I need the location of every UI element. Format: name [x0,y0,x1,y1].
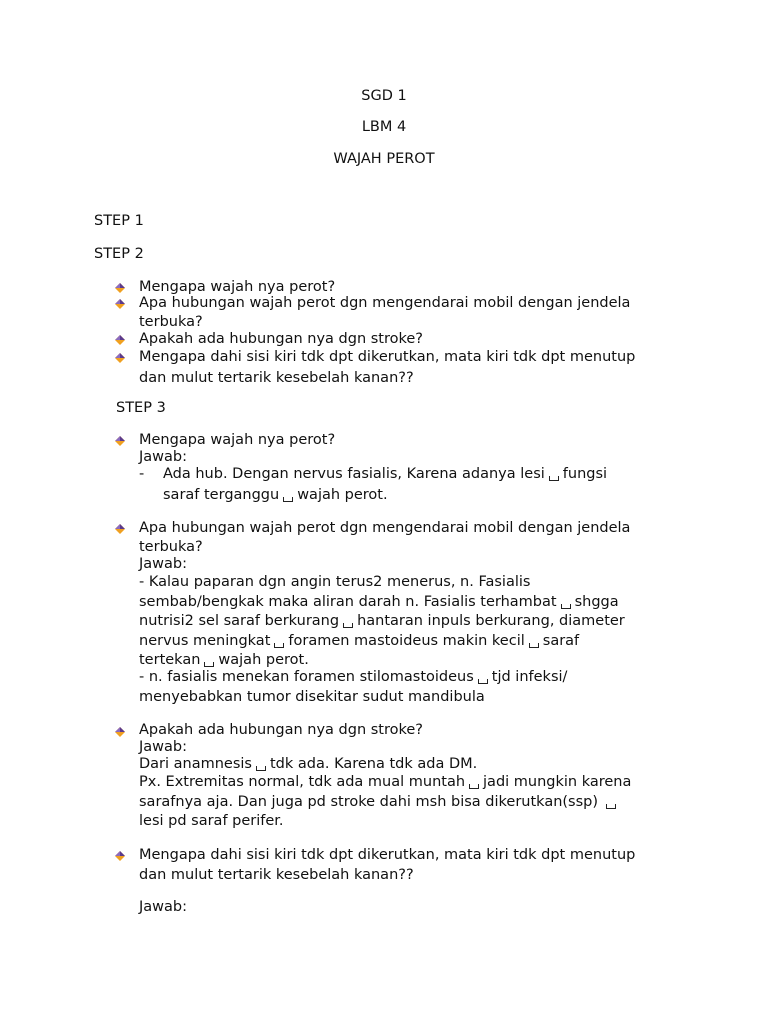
arrow-symbol-icon [274,643,284,648]
arrow-symbol-icon [283,497,293,502]
jawab-label: Jawab: [139,899,187,915]
list-item-cont: dan mulut tertarik kesebelah kanan?? [139,370,414,386]
diamond-bullet-icon [115,524,125,534]
answer-line: sembab/bengkak maka aliran darah n. Fasialis terhambat shgga [139,594,619,610]
dash-marker: - [139,466,145,482]
answer-line: saraf terganggu wajah perot. [163,487,388,503]
diamond-bullet-icon [115,299,125,309]
jawab-label: Jawab: [139,449,187,465]
arrow-symbol-icon [606,804,616,809]
step3-heading: STEP 3 [116,400,166,416]
question: Apa hubungan wajah perot dgn mengendarai mobil dengan jendela [139,520,631,536]
arrow-symbol-icon [478,679,488,684]
arrow-symbol-icon [529,643,539,648]
question-cont: terbuka? [139,539,203,555]
arrow-symbol-icon [469,784,479,789]
diamond-bullet-icon [115,727,125,737]
step2-heading: STEP 2 [94,246,144,262]
diamond-bullet-icon [115,335,125,345]
question: Mengapa dahi sisi kiri tdk dpt dikerutkan, mata kiri tdk dpt menutup [139,847,636,863]
header-lbm: LBM 4 [361,119,407,135]
answer-line: - Kalau paparan dgn angin terus2 menerus, n. Fasialis [139,574,531,590]
list-item: Apa hubungan wajah perot dgn mengendarai mobil dengan jendela [139,295,631,311]
list-item: Mengapa wajah nya perot? [139,279,336,295]
list-item: Apakah ada hubungan nya dgn stroke? [139,331,423,347]
question: Mengapa wajah nya perot? [139,432,336,448]
jawab-label: Jawab: [139,739,187,755]
answer-line: menyebabkan tumor disekitar sudut mandibula [139,689,485,705]
answer-line: lesi pd saraf perifer. [139,813,284,829]
arrow-symbol-icon [256,766,266,771]
answer-line: Px. Extremitas normal, tdk ada mual muntah jadi mungkin karena [139,774,632,790]
answer-line: Dari anamnesis tdk ada. Karena tdk ada DM. [139,756,478,772]
header-sgd: SGD 1 [361,88,407,104]
arrow-symbol-icon [343,623,353,628]
arrow-symbol-icon [561,604,571,609]
diamond-bullet-icon [115,283,125,293]
list-item-cont: terbuka? [139,314,203,330]
diamond-bullet-icon [115,436,125,446]
diamond-bullet-icon [115,353,125,363]
arrow-symbol-icon [204,662,214,667]
answer-line: nervus meningkat foramen mastoideus makin kecil saraf [139,633,580,649]
answer-line: tertekan wajah perot. [139,652,309,668]
answer-line: - n. fasialis menekan foramen stilomastoideus tjd infeksi/ [139,669,568,685]
diamond-bullet-icon [115,851,125,861]
answer-line: Ada hub. Dengan nervus fasialis, Karena adanya lesi fungsi [163,466,608,482]
answer-line: nutrisi2 sel saraf berkurang hantaran inpuls berkurang, diameter [139,613,625,629]
document-title: WAJAH PEROT [333,151,435,167]
answer-line: sarafnya aja. Dan juga pd stroke dahi msh bisa dikerutkan(ssp) [139,793,620,812]
list-item: Mengapa dahi sisi kiri tdk dpt dikerutkan, mata kiri tdk dpt menutup [139,349,636,365]
question-cont: dan mulut tertarik kesebelah kanan?? [139,867,414,883]
step1-heading: STEP 1 [94,213,144,229]
question: Apakah ada hubungan nya dgn stroke? [139,722,423,738]
jawab-label: Jawab: [139,556,187,572]
arrow-symbol-icon [549,476,559,481]
